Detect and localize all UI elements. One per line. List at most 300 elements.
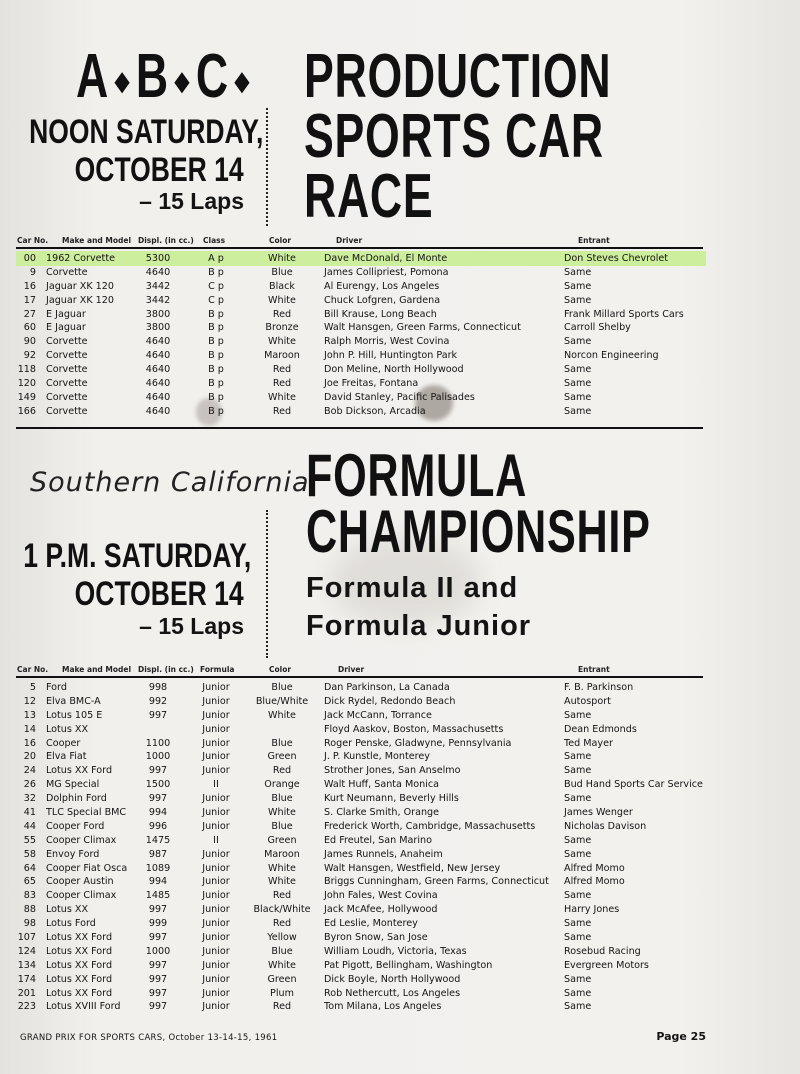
car-class: B p: [208, 322, 224, 334]
formula: Junior: [202, 709, 230, 721]
car-number: 107: [17, 932, 36, 944]
logo-letter: B: [135, 42, 169, 111]
make-model: Corvette: [46, 378, 88, 390]
header-color: Color: [269, 665, 292, 674]
car-number: 32: [23, 793, 36, 805]
car-color: Blue/White: [255, 695, 309, 707]
formula: Junior: [202, 1001, 230, 1013]
car-color: Red: [272, 308, 292, 320]
entrant-name: Don Steves Chevrolet: [564, 253, 669, 264]
make-model: Cooper Fiat Osca: [46, 862, 128, 874]
logo-letter: C: [195, 42, 229, 111]
car-color: Yellow: [267, 932, 297, 944]
car-number: 58: [23, 848, 36, 860]
displacement: 994: [148, 876, 168, 888]
car-color: Green: [267, 973, 297, 985]
car-number: 27: [23, 308, 36, 320]
table-row: [0, 834, 800, 848]
table-row: [0, 889, 800, 903]
make-model: 1962 Corvette: [46, 253, 115, 264]
entrant-name: Nicholas Davison: [564, 820, 647, 832]
formula: Junior: [202, 959, 230, 971]
entrant-name: Same: [564, 918, 592, 930]
table-row: [0, 806, 800, 820]
driver-name: Chuck Lofgren, Gardena: [324, 294, 441, 306]
race2-subtitle-line1: Formula II and: [306, 572, 519, 604]
header-entrant: Entrant: [578, 665, 610, 674]
formula: Junior: [202, 848, 230, 860]
make-model: Cooper Climax: [46, 890, 117, 902]
car-color: White: [268, 862, 296, 874]
entrant-name: Rosebud Racing: [564, 945, 641, 957]
car-color: White: [268, 253, 296, 264]
table-row: [0, 391, 800, 405]
car-color: Bronze: [265, 322, 299, 334]
car-color: Maroon: [264, 350, 300, 362]
formula: Junior: [202, 862, 230, 874]
car-class: B p: [208, 266, 224, 278]
car-color: Red: [272, 890, 292, 902]
table-row: [0, 862, 800, 876]
make-model: Lotus XVIII Ford: [46, 1001, 121, 1013]
table-row: [0, 695, 800, 709]
table-row: [0, 723, 800, 737]
displacement: 4640: [145, 391, 171, 403]
make-model: Lotus XX Ford: [46, 959, 113, 971]
make-model: Jaguar XK 120: [46, 294, 114, 306]
entrant-name: Same: [564, 890, 592, 902]
formula: Junior: [202, 987, 230, 999]
entrant-name: Evergreen Motors: [564, 959, 649, 971]
header-color: Color: [269, 236, 292, 245]
entrant-name: Same: [564, 266, 592, 278]
race2-laps: – 15 Laps: [139, 613, 244, 639]
formula: Junior: [202, 890, 230, 902]
make-model: Lotus XX Ford: [46, 987, 113, 999]
table-row: [0, 709, 800, 723]
make-model: Lotus 105 E: [46, 709, 103, 721]
displacement: 5300: [145, 253, 171, 264]
make-model: Cooper Ford: [46, 820, 105, 832]
displacement: 999: [148, 918, 168, 930]
car-number: 92: [23, 350, 36, 362]
displacement: 987: [148, 848, 168, 860]
car-number: 201: [17, 987, 36, 999]
car-color: Red: [272, 918, 292, 930]
car-color: Orange: [264, 779, 300, 791]
car-number: 55: [23, 834, 36, 846]
table-row: [0, 778, 800, 792]
entrant-name: Bud Hand Sports Car Service: [564, 779, 703, 791]
displacement: 997: [148, 793, 168, 805]
driver-name: Ed Leslie, Monterey: [324, 918, 418, 930]
driver-name: David Stanley, Pacific Palisades: [324, 391, 475, 403]
formula: II: [213, 779, 219, 791]
car-number: 118: [17, 364, 36, 376]
formula: Junior: [202, 793, 230, 805]
formula: Junior: [202, 737, 230, 749]
entrant-name: Same: [564, 751, 592, 763]
entrant-name: Same: [564, 294, 592, 306]
header-car-no: Car No.: [17, 665, 49, 674]
displacement: 992: [148, 695, 168, 707]
entrant-name: Same: [564, 280, 592, 292]
car-number: 174: [17, 973, 36, 985]
entrant-name: Same: [564, 405, 592, 417]
table-row: [0, 377, 800, 391]
header-driver: Driver: [336, 236, 363, 245]
car-number: 24: [23, 765, 36, 777]
entrant-name: Same: [564, 378, 592, 390]
car-color: Red: [272, 765, 292, 777]
header-driver: Driver: [338, 665, 365, 674]
header-formula: Formula: [200, 665, 235, 674]
displacement: 997: [148, 932, 168, 944]
make-model: Lotus XX Ford: [46, 945, 113, 957]
make-model: Ford: [46, 682, 67, 693]
driver-name: John Fales, West Covina: [324, 890, 438, 902]
car-color: Black: [269, 280, 295, 292]
race1-laps: – 15 Laps: [139, 188, 244, 214]
entrant-name: Norcon Engineering: [564, 350, 659, 362]
car-color: Blue: [271, 682, 293, 693]
section-rule: [16, 427, 703, 429]
car-number: 120: [17, 378, 36, 390]
entrant-name: Carroll Shelby: [564, 322, 631, 334]
car-class: B p: [208, 350, 224, 362]
entrant-name: Same: [564, 848, 592, 860]
car-number: 149: [17, 391, 36, 403]
driver-name: J. P. Kunstle, Monterey: [324, 751, 430, 763]
table-row: [0, 280, 800, 294]
displacement: 997: [148, 765, 168, 777]
header-make-model: Make and Model: [62, 236, 132, 245]
car-color: Blue: [271, 793, 293, 805]
car-class: C p: [208, 294, 224, 306]
formula: Junior: [202, 807, 230, 819]
car-color: Black/White: [253, 904, 311, 916]
race2-entry-table: [0, 681, 800, 1014]
car-number: 124: [17, 945, 36, 957]
car-number: 64: [23, 862, 36, 874]
race1-time-line1: NOON SATURDAY,: [28, 113, 263, 151]
car-number: 83: [23, 890, 36, 902]
driver-name: Pat Pigott, Bellingham, Washington: [324, 959, 493, 971]
car-color: Red: [272, 364, 292, 376]
make-model: E Jaguar: [46, 322, 86, 334]
entrant-name: Same: [564, 834, 592, 846]
displacement: 1000: [145, 945, 171, 957]
table-row: [0, 252, 800, 266]
displacement: 1485: [145, 890, 171, 902]
formula: Junior: [202, 723, 230, 735]
displacement: 3800: [145, 308, 171, 320]
make-model: Elva Fiat: [46, 751, 87, 763]
driver-name: Dick Rydel, Redondo Beach: [324, 695, 456, 707]
displacement: 3442: [145, 294, 171, 306]
entrant-name: Same: [564, 765, 592, 777]
driver-name: James Collipriest, Pomona: [324, 266, 449, 278]
displacement: 1100: [145, 737, 171, 749]
displacement: 3800: [145, 322, 171, 334]
driver-name: John P. Hill, Huntington Park: [324, 350, 458, 362]
driver-name: Dan Parkinson, La Canada: [324, 682, 450, 693]
entrant-name: Autosport: [564, 695, 611, 707]
entrant-name: Same: [564, 364, 592, 376]
driver-name: Dave McDonald, El Monte: [324, 253, 448, 264]
make-model: Corvette: [46, 266, 88, 278]
car-color: Green: [267, 751, 297, 763]
displacement: 997: [148, 1001, 168, 1013]
table-row: [0, 349, 800, 363]
displacement: 997: [148, 973, 168, 985]
driver-name: Al Eurengy, Los Angeles: [324, 280, 440, 292]
car-class: B p: [208, 378, 224, 390]
make-model: Cooper: [46, 737, 81, 749]
displacement: 997: [148, 709, 168, 721]
make-model: Lotus XX: [46, 723, 89, 735]
formula: Junior: [202, 932, 230, 944]
car-color: White: [268, 709, 296, 721]
displacement: 4640: [145, 350, 171, 362]
race1-title-line1: PRODUCTION: [304, 42, 612, 111]
driver-name: Ralph Morris, West Covina: [324, 336, 450, 348]
race2-subtitle-line2: Formula Junior: [306, 610, 532, 642]
car-number: 16: [23, 280, 36, 292]
formula: Junior: [202, 876, 230, 888]
displacement: 1475: [145, 834, 171, 846]
car-color: White: [268, 391, 296, 403]
table-row: [0, 792, 800, 806]
car-number: 13: [23, 709, 36, 721]
make-model: Lotus XX Ford: [46, 932, 113, 944]
car-number: 98: [23, 918, 36, 930]
driver-name: Kurt Neumann, Beverly Hills: [324, 793, 459, 805]
table-row: [0, 917, 800, 931]
displacement: 4640: [145, 336, 171, 348]
entrant-name: Harry Jones: [564, 904, 620, 916]
car-color: Blue: [271, 820, 293, 832]
footer-page-number: Page 25: [656, 1030, 706, 1043]
displacement: 994: [148, 807, 168, 819]
car-color: White: [268, 294, 296, 306]
table-row: [0, 737, 800, 751]
formula: II: [213, 834, 219, 846]
car-color: Blue: [271, 266, 293, 278]
table-row: [0, 973, 800, 987]
formula: Junior: [202, 945, 230, 957]
make-model: Cooper Climax: [46, 834, 117, 846]
formula: Junior: [202, 918, 230, 930]
displacement: 4640: [145, 266, 171, 278]
driver-name: Floyd Aaskov, Boston, Massachusetts: [324, 723, 504, 735]
make-model: Corvette: [46, 405, 88, 417]
table-row: [0, 335, 800, 349]
displacement: 3442: [145, 280, 171, 292]
car-number: 5: [29, 682, 36, 693]
car-number: 41: [23, 807, 36, 819]
table-row: [0, 266, 800, 280]
displacement: 1500: [145, 779, 171, 791]
displacement: 997: [148, 959, 168, 971]
car-number: 14: [23, 723, 36, 735]
entrant-name: Same: [564, 709, 592, 721]
car-class: B p: [208, 336, 224, 348]
dotted-divider: [266, 108, 268, 226]
race2-region: Southern California: [30, 467, 310, 498]
car-number: 26: [23, 779, 36, 791]
make-model: Lotus XX: [46, 904, 89, 916]
entrant-name: Alfred Momo: [564, 876, 625, 888]
car-number: 223: [17, 1001, 36, 1013]
car-number: 65: [23, 876, 36, 888]
car-class: C p: [208, 280, 224, 292]
make-model: Corvette: [46, 364, 88, 376]
race2-time-line2: OCTOBER 14: [75, 575, 244, 613]
table-row: [0, 308, 800, 322]
entrant-name: Same: [564, 391, 592, 403]
entrant-name: Same: [564, 1001, 592, 1013]
make-model: Jaguar XK 120: [46, 280, 114, 292]
race1-entry-table: [0, 252, 800, 419]
driver-name: Tom Milana, Los Angeles: [324, 1001, 442, 1013]
car-number: 60: [23, 322, 36, 334]
make-model: Cooper Austin: [46, 876, 114, 888]
table-row: [0, 321, 800, 335]
make-model: Lotus XX Ford: [46, 973, 113, 985]
driver-name: Jack McCann, Torrance: [324, 709, 432, 721]
formula: Junior: [202, 695, 230, 707]
race2-title-line2: CHAMPIONSHIP: [306, 498, 651, 565]
car-color: Plum: [270, 987, 294, 999]
formula: Junior: [202, 765, 230, 777]
car-class: B p: [208, 308, 224, 320]
make-model: Corvette: [46, 391, 88, 403]
displacement: 997: [148, 987, 168, 999]
car-color: Blue: [271, 945, 293, 957]
entrant-name: Ted Mayer: [564, 737, 613, 749]
make-model: E Jaguar: [46, 308, 86, 320]
driver-name: James Runnels, Anaheim: [324, 848, 443, 860]
car-number: 20: [23, 751, 36, 763]
displacement: 1089: [145, 862, 171, 874]
driver-name: Joe Freitas, Fontana: [324, 378, 419, 390]
logo-abc: A ◆ B ◆ C ◆: [76, 42, 250, 111]
driver-name: S. Clarke Smith, Orange: [324, 807, 440, 819]
car-color: Red: [272, 405, 292, 417]
header-entrant: Entrant: [578, 236, 610, 245]
table-row: [0, 294, 800, 308]
car-number: 88: [23, 904, 36, 916]
car-class: B p: [208, 405, 224, 417]
table-row: [0, 764, 800, 778]
table-row: [0, 945, 800, 959]
driver-name: Briggs Cunningham, Green Farms, Connecticut: [324, 876, 549, 888]
table-row: [0, 959, 800, 973]
entrant-name: F. B. Parkinson: [564, 682, 634, 693]
displacement: 996: [148, 820, 168, 832]
entrant-name: Dean Edmonds: [564, 723, 637, 735]
entrant-name: Same: [564, 336, 592, 348]
race1-time-line2: OCTOBER 14: [75, 151, 244, 189]
footer-publication: GRAND PRIX FOR SPORTS CARS, October 13-14-15, 1961: [20, 1033, 278, 1043]
car-class: B p: [208, 364, 224, 376]
driver-name: Byron Snow, San Jose: [324, 932, 428, 944]
table-row: [0, 987, 800, 1001]
table-row: [0, 848, 800, 862]
car-number: 16: [23, 737, 36, 749]
car-color: White: [268, 807, 296, 819]
make-model: TLC Special BMC: [46, 807, 127, 819]
car-color: White: [268, 959, 296, 971]
driver-name: Rob Nethercutt, Los Angeles: [324, 987, 461, 999]
make-model: Lotus XX Ford: [46, 765, 113, 777]
driver-name: Ed Freutel, San Marino: [324, 834, 432, 846]
table-row: [0, 363, 800, 377]
header-class: Class: [203, 236, 226, 245]
driver-name: Walt Hansgen, Westfield, New Jersey: [324, 862, 501, 874]
car-number: 00: [23, 253, 36, 264]
car-color: Green: [267, 834, 297, 846]
driver-name: Don Meline, North Hollywood: [324, 364, 464, 376]
table-row: [0, 405, 800, 419]
car-color: Red: [272, 1001, 292, 1013]
car-class: B p: [208, 391, 224, 403]
header-rule: [16, 247, 703, 249]
entrant-name: Frank Millard Sports Cars: [564, 308, 684, 320]
make-model: Corvette: [46, 336, 88, 348]
car-number: 9: [29, 266, 36, 278]
make-model: MG Special: [46, 779, 100, 791]
driver-name: Roger Penske, Gladwyne, Pennsylvania: [324, 737, 512, 749]
make-model: Dolphin Ford: [46, 793, 107, 805]
entrant-name: Same: [564, 987, 592, 999]
driver-name: Dick Boyle, North Hollywood: [324, 973, 461, 985]
car-class: A p: [208, 253, 224, 264]
car-number: 17: [23, 294, 36, 306]
make-model: Elva BMC-A: [46, 695, 101, 707]
table-row: [0, 875, 800, 889]
car-color: White: [268, 876, 296, 888]
header-make-model: Make and Model: [62, 665, 132, 674]
displacement: 998: [148, 682, 168, 693]
displacement: 1000: [145, 751, 171, 763]
make-model: Lotus Ford: [46, 918, 96, 930]
car-number: 134: [17, 959, 36, 971]
table-row: [0, 681, 800, 695]
car-color: White: [268, 336, 296, 348]
car-number: 166: [17, 405, 36, 417]
formula: Junior: [202, 973, 230, 985]
driver-name: William Loudh, Victoria, Texas: [324, 945, 467, 957]
formula: Junior: [202, 751, 230, 763]
entrant-name: Alfred Momo: [564, 862, 625, 874]
car-color: Blue: [271, 737, 293, 749]
race1-title-line3: RACE: [304, 162, 434, 231]
make-model: Envoy Ford: [46, 848, 100, 860]
car-color: Maroon: [264, 848, 300, 860]
formula: Junior: [202, 820, 230, 832]
driver-name: Frederick Worth, Cambridge, Massachusetts: [324, 820, 536, 832]
car-number: 44: [23, 820, 36, 832]
driver-name: Strother Jones, San Anselmo: [324, 765, 461, 777]
race2-time-line1: 1 P.M. SATURDAY,: [23, 537, 251, 575]
entrant-name: James Wenger: [564, 807, 633, 819]
car-number: 90: [23, 336, 36, 348]
driver-name: Walt Hansgen, Green Farms, Connecticut: [324, 322, 521, 334]
car-color: Red: [272, 378, 292, 390]
race2-title-line1: FORMULA: [306, 442, 528, 509]
